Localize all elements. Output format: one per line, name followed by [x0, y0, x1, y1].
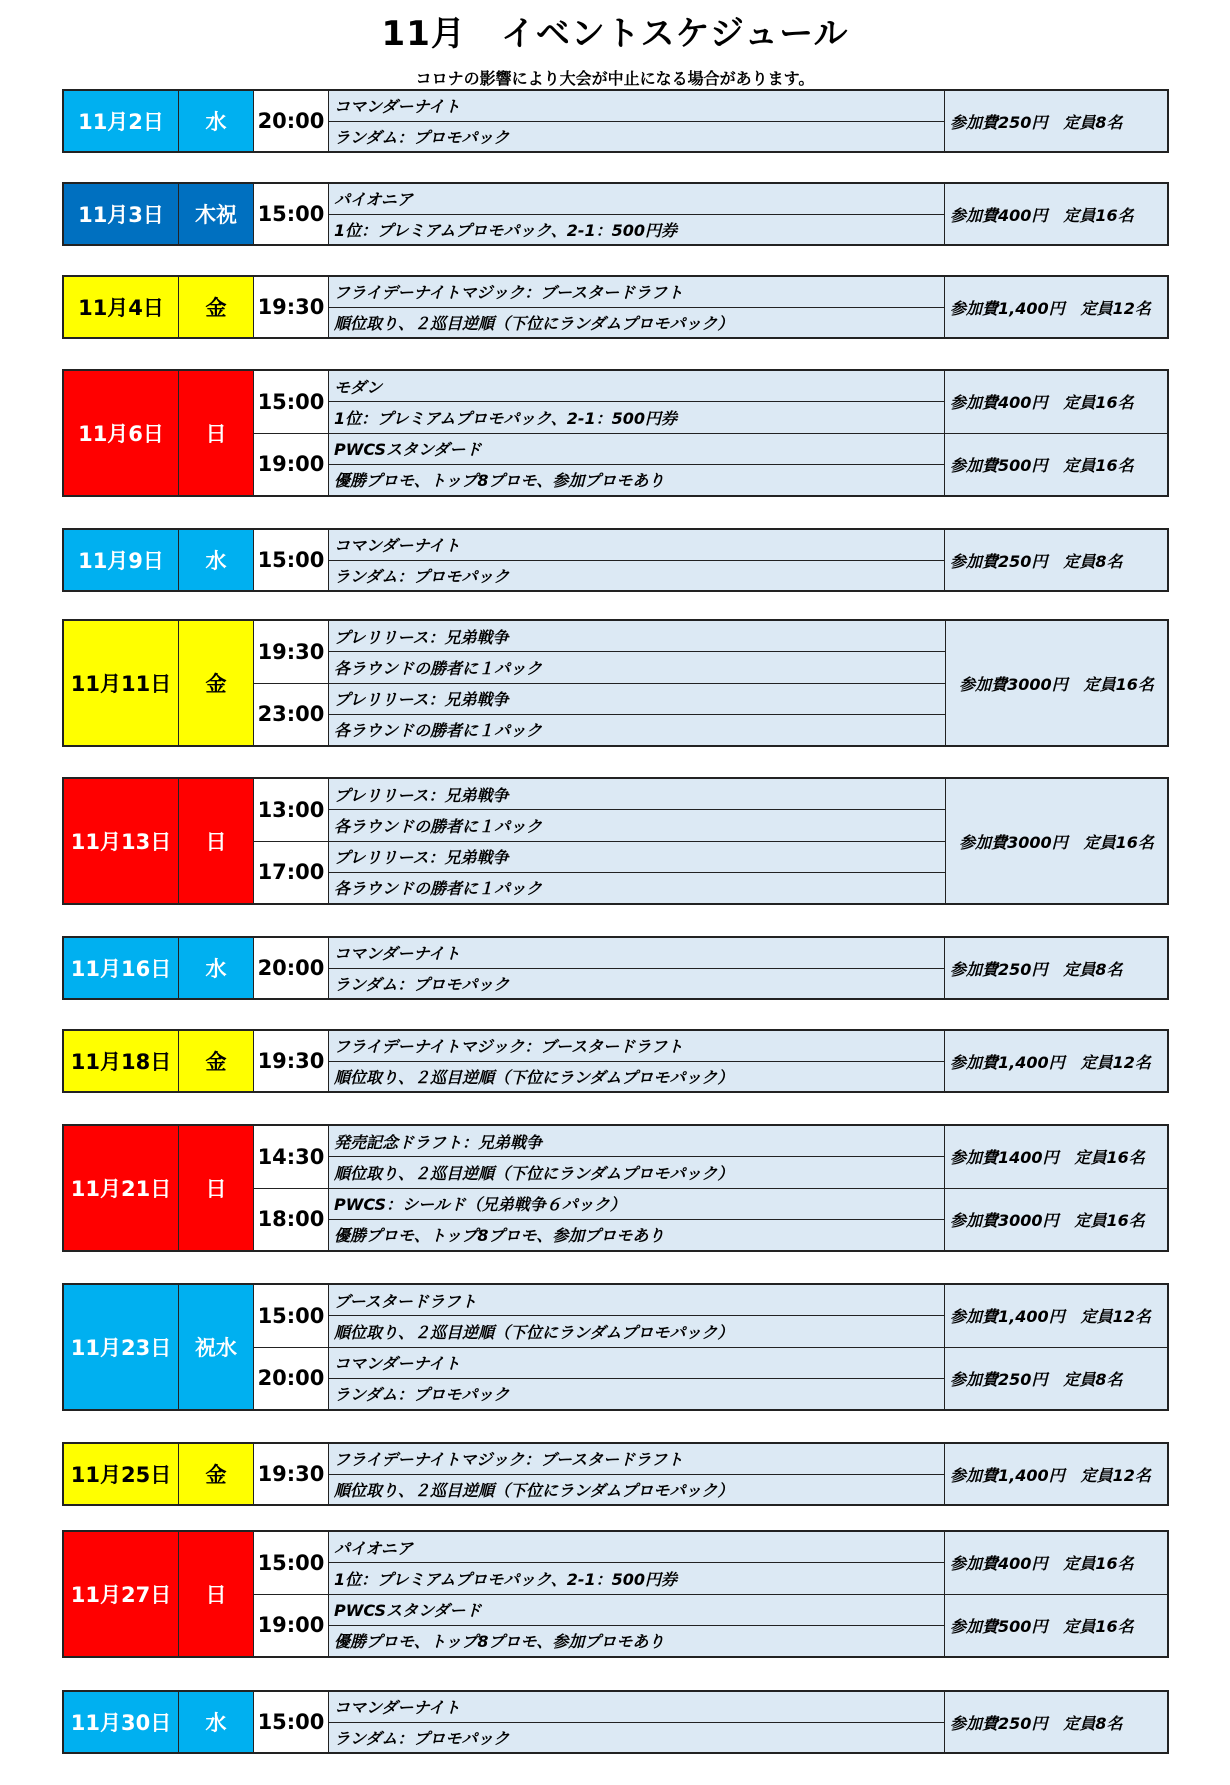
event-names	[329, 371, 945, 433]
day-block	[62, 182, 1169, 246]
weekday-cell: 水	[179, 1692, 254, 1752]
fee-cell: 参加費1,400円 定員12名	[945, 1031, 1167, 1091]
event-name: フライデーナイトマジック：ブースタードラフト	[334, 283, 684, 303]
fee-cell: 参加費250円 定員8名	[945, 1348, 1167, 1410]
fee-cell: 参加費3000円 定員16名	[945, 779, 1167, 903]
fee-cell: 参加費1,400円 定員12名	[945, 1285, 1167, 1347]
fee-cell: 参加費250円 定員8名	[945, 91, 1167, 151]
event-names	[329, 91, 945, 151]
weekday-cell: 金	[179, 621, 254, 745]
event-names	[329, 684, 945, 746]
time-cell: 15:00	[254, 184, 329, 244]
event-detail: 順位取り、２巡目逆順（下位にランダムプロモパック）	[329, 1474, 944, 1505]
time-cell: 20:00	[254, 1348, 329, 1410]
event-name: プレリリース：兄弟戦争	[334, 848, 509, 868]
time-cell: 20:00	[254, 938, 329, 998]
event-name: PWCSスタンダード	[334, 440, 482, 460]
date-cell: 11月21日	[64, 1126, 179, 1250]
event-name: コマンダーナイト	[334, 1354, 461, 1374]
event-row	[254, 371, 1167, 433]
event-row	[254, 683, 945, 746]
fee-cell: 参加費3000円 定員16名	[945, 1189, 1167, 1251]
event-row	[254, 938, 1167, 998]
fee-cell: 参加費250円 定員8名	[945, 1692, 1167, 1752]
event-names	[329, 1189, 945, 1251]
time-cell: 19:00	[254, 434, 329, 496]
event-detail: 1位：プレミアムプロモパック、2-1：500円券	[329, 401, 944, 432]
date-cell: 11月11日	[64, 621, 179, 745]
event-names	[329, 277, 945, 337]
event-row	[254, 779, 945, 841]
page-title: 11月 イベントスケジュール	[381, 14, 849, 54]
event-detail: 順位取り、２巡目逆順（下位にランダムプロモパック）	[329, 1156, 944, 1187]
event-name: パイオニア	[334, 1538, 413, 1558]
event-name: プレリリース：兄弟戦争	[334, 690, 509, 710]
fee-cell: 参加費250円 定員8名	[945, 938, 1167, 998]
fee-cell: 参加費1400円 定員16名	[945, 1126, 1167, 1188]
events-column	[254, 530, 1167, 590]
event-name: モダン	[334, 377, 383, 397]
notice-subtitle: コロナの影響により大会が中止になる場合があります。	[415, 69, 815, 88]
event-name: コマンダーナイト	[334, 97, 461, 117]
day-block	[62, 777, 1169, 905]
event-names	[329, 1126, 945, 1188]
day-block	[62, 275, 1169, 339]
event-detail: 1位：プレミアムプロモパック、2-1：500円券	[329, 214, 944, 245]
event-row	[254, 1532, 1167, 1594]
event-detail: ランダム：プロモパック	[329, 560, 944, 591]
date-cell: 11月16日	[64, 938, 179, 998]
time-cell: 19:30	[254, 1444, 329, 1504]
fee-cell: 参加費3000円 定員16名	[945, 621, 1167, 745]
fee-cell: 参加費500円 定員16名	[945, 434, 1167, 496]
date-cell: 11月30日	[64, 1692, 179, 1752]
time-cell: 15:00	[254, 530, 329, 590]
merged-events	[254, 621, 1167, 745]
events-column	[254, 1285, 1167, 1409]
date-cell: 11月23日	[64, 1285, 179, 1409]
event-row	[254, 1031, 1167, 1091]
weekday-cell: 水	[179, 91, 254, 151]
event-row	[254, 621, 945, 683]
date-cell: 11月18日	[64, 1031, 179, 1091]
event-names	[329, 779, 945, 841]
events-column	[254, 1126, 1167, 1250]
time-cell: 19:00	[254, 1595, 329, 1657]
event-names	[329, 530, 945, 590]
event-detail: ランダム：プロモパック	[329, 968, 944, 999]
event-detail: ランダム：プロモパック	[329, 1378, 944, 1409]
time-cell: 19:30	[254, 277, 329, 337]
event-name: フライデーナイトマジック：ブースタードラフト	[334, 1037, 684, 1057]
event-detail: 各ラウンドの勝者に１パック	[329, 714, 945, 745]
date-cell: 11月4日	[64, 277, 179, 337]
event-row	[254, 1444, 1167, 1504]
date-cell: 11月25日	[64, 1444, 179, 1504]
weekday-cell: 祝水	[179, 1285, 254, 1409]
weekday-cell: 日	[179, 1532, 254, 1656]
time-cell: 20:00	[254, 91, 329, 151]
day-block	[62, 936, 1169, 1000]
time-cell: 18:00	[254, 1189, 329, 1251]
event-name: PWCS：シールド（兄弟戦争６パック）	[334, 1195, 626, 1215]
event-names	[329, 1532, 945, 1594]
time-cell: 19:30	[254, 1031, 329, 1091]
weekday-cell: 日	[179, 779, 254, 903]
events-column	[254, 1031, 1167, 1091]
event-names	[329, 1285, 945, 1347]
events-column	[254, 1444, 1167, 1504]
events-column	[254, 91, 1167, 151]
time-cell: 17:00	[254, 842, 329, 904]
event-row	[254, 1188, 1167, 1251]
weekday-cell: 水	[179, 530, 254, 590]
events-column	[254, 1692, 1167, 1752]
event-names	[329, 434, 945, 496]
event-row	[254, 841, 945, 904]
event-name: プレリリース：兄弟戦争	[334, 785, 509, 805]
fee-cell: 参加費1,400円 定員12名	[945, 1444, 1167, 1504]
date-cell: 11月27日	[64, 1532, 179, 1656]
event-row	[254, 1692, 1167, 1752]
event-detail: 順位取り、２巡目逆順（下位にランダムプロモパック）	[329, 1315, 944, 1346]
event-detail: 順位取り、２巡目逆順（下位にランダムプロモパック）	[329, 1061, 944, 1092]
event-row	[254, 1126, 1167, 1188]
events-column	[254, 184, 1167, 244]
time-cell: 23:00	[254, 684, 329, 746]
event-name: コマンダーナイト	[334, 944, 461, 964]
event-names	[329, 1444, 945, 1504]
date-cell: 11月13日	[64, 779, 179, 903]
event-row	[254, 277, 1167, 337]
event-name: PWCSスタンダード	[334, 1601, 482, 1621]
date-cell: 11月2日	[64, 91, 179, 151]
time-cell: 13:00	[254, 779, 329, 841]
event-names	[329, 621, 945, 683]
day-block	[62, 619, 1169, 747]
weekday-cell: 日	[179, 371, 254, 495]
event-name: コマンダーナイト	[334, 536, 461, 556]
events-list	[254, 779, 945, 903]
event-names	[329, 1348, 945, 1410]
events-column	[254, 938, 1167, 998]
event-name: コマンダーナイト	[334, 1698, 461, 1718]
date-cell: 11月3日	[64, 184, 179, 244]
event-name: ブースタードラフト	[334, 1291, 477, 1311]
events-column	[254, 621, 1167, 745]
day-block	[62, 1530, 1169, 1658]
event-detail: 各ラウンドの勝者に１パック	[329, 651, 945, 682]
event-detail: 優勝プロモ、トップ8プロモ、参加プロモあり	[329, 464, 944, 495]
date-cell: 11月9日	[64, 530, 179, 590]
event-name: 発売記念ドラフト：兄弟戦争	[334, 1132, 543, 1152]
event-names	[329, 1595, 945, 1657]
event-name: パイオニア	[334, 190, 413, 210]
weekday-cell: 日	[179, 1126, 254, 1250]
events-column	[254, 779, 1167, 903]
event-row	[254, 1285, 1167, 1347]
day-block	[62, 369, 1169, 497]
time-cell: 15:00	[254, 1692, 329, 1752]
event-detail: 各ラウンドの勝者に１パック	[329, 872, 945, 903]
fee-cell: 参加費1,400円 定員12名	[945, 277, 1167, 337]
day-block	[62, 1283, 1169, 1411]
event-row	[254, 1594, 1167, 1657]
time-cell: 19:30	[254, 621, 329, 683]
event-row	[254, 91, 1167, 151]
event-detail: 1位：プレミアムプロモパック、2-1：500円券	[329, 1562, 944, 1593]
event-name: プレリリース：兄弟戦争	[334, 627, 509, 647]
event-names	[329, 184, 945, 244]
events-column	[254, 371, 1167, 495]
time-cell: 14:30	[254, 1126, 329, 1188]
event-detail: ランダム：プロモパック	[329, 121, 944, 152]
event-names	[329, 938, 945, 998]
event-names	[329, 1031, 945, 1091]
time-cell: 15:00	[254, 1285, 329, 1347]
fee-cell: 参加費400円 定員16名	[945, 1532, 1167, 1594]
fee-cell: 参加費250円 定員8名	[945, 530, 1167, 590]
events-list	[254, 621, 945, 745]
day-block	[62, 1690, 1169, 1754]
fee-cell: 参加費400円 定員16名	[945, 184, 1167, 244]
weekday-cell: 金	[179, 1031, 254, 1091]
event-row	[254, 1347, 1167, 1410]
events-column	[254, 1532, 1167, 1656]
merged-events	[254, 779, 1167, 903]
weekday-cell: 水	[179, 938, 254, 998]
time-cell: 15:00	[254, 1532, 329, 1594]
event-row	[254, 433, 1167, 496]
event-names	[329, 1692, 945, 1752]
event-row	[254, 530, 1167, 590]
day-block	[62, 528, 1169, 592]
event-detail: 優勝プロモ、トップ8プロモ、参加プロモあり	[329, 1219, 944, 1250]
date-cell: 11月6日	[64, 371, 179, 495]
weekday-cell: 金	[179, 1444, 254, 1504]
fee-cell: 参加費500円 定員16名	[945, 1595, 1167, 1657]
event-detail: 優勝プロモ、トップ8プロモ、参加プロモあり	[329, 1625, 944, 1656]
weekday-cell: 木祝	[179, 184, 254, 244]
event-detail: 順位取り、２巡目逆順（下位にランダムプロモパック）	[329, 307, 944, 338]
event-row	[254, 184, 1167, 244]
event-name: フライデーナイトマジック：ブースタードラフト	[334, 1450, 684, 1470]
weekday-cell: 金	[179, 277, 254, 337]
day-block	[62, 89, 1169, 153]
event-detail: ランダム：プロモパック	[329, 1722, 944, 1753]
event-detail: 各ラウンドの勝者に１パック	[329, 809, 945, 840]
time-cell: 15:00	[254, 371, 329, 433]
events-column	[254, 277, 1167, 337]
event-names	[329, 842, 945, 904]
day-block	[62, 1442, 1169, 1506]
day-block	[62, 1029, 1169, 1093]
day-block	[62, 1124, 1169, 1252]
fee-cell: 参加費400円 定員16名	[945, 371, 1167, 433]
